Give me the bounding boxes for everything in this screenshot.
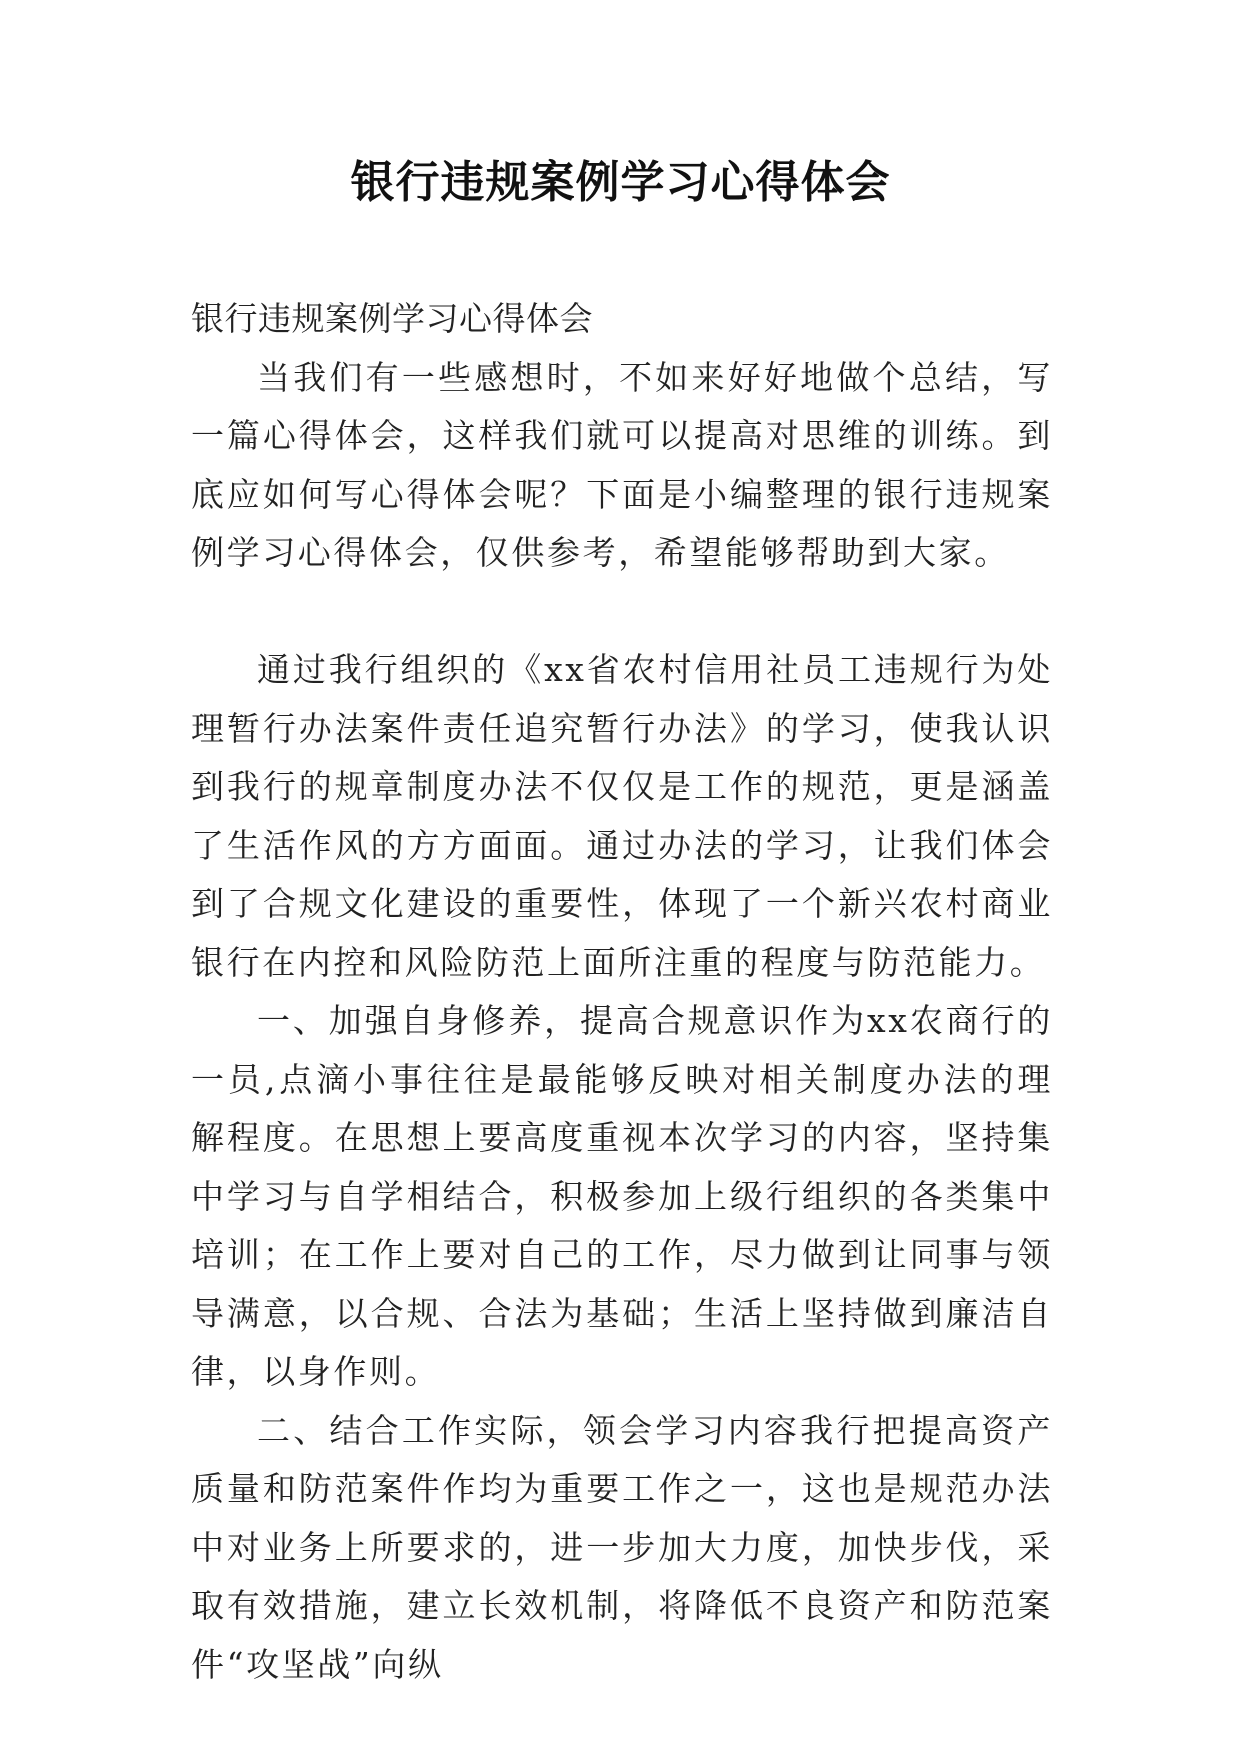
document-body [191, 290, 1053, 1694]
paragraph-intro: 当我们有一些感想时，不如来好好地做个总结，写一篇心得体会，这样我们就可以提高对思维的训练。到底应如何写心得体会呢？下面是小编整理的银行违规案例学习心得体会，仅供参考，希望能够帮助到大家。 [191, 357, 1053, 572]
paragraph-section-two: 二、结合工作实际，领会学习内容我行把提高资产质量和防范案件作均为重要工作之一，这也是规范办法中对业务上所要求的，进一步加大力度，加快步伐，采取有效措施，建立长效机制，将降低不良资产和防范案件“攻坚战”向纵 [191, 1410, 1053, 1684]
paragraph-study: 通过我行组织的《xx省农村信用社员工违规行为处理暂行办法案件责任追究暂行办法》的学习，使我认识到我行的规章制度办法不仅仅是工作的规范，更是涵盖了生活作风的方方面面。通过办法的学习，让我们体会到了合规文化建设的重要性，体现了一个新兴农村商业银行在内控和风险防范上面所注重的程度与防范能力。 [191, 650, 1053, 982]
document-subtitle: 银行违规案例学习心得体会 [191, 299, 593, 338]
paragraph-section-one: 一、加强自身修养，提高合规意识作为xx农商行的一员,点滴小事往往是最能够反映对相关制度办法的理解程度。在思想上要高度重视本次学习的内容，坚持集中学习与自学相结合，积极参加上级行组织的各类集中培训；在工作上要对自己的工作，尽力做到让同事与领导满意，以合规、合法为基础；生活上坚持做到廉洁自律，以身作则。 [191, 1001, 1053, 1391]
paragraph-spacer [191, 583, 1053, 642]
document-title: 银行违规案例学习心得体会 [350, 157, 891, 208]
